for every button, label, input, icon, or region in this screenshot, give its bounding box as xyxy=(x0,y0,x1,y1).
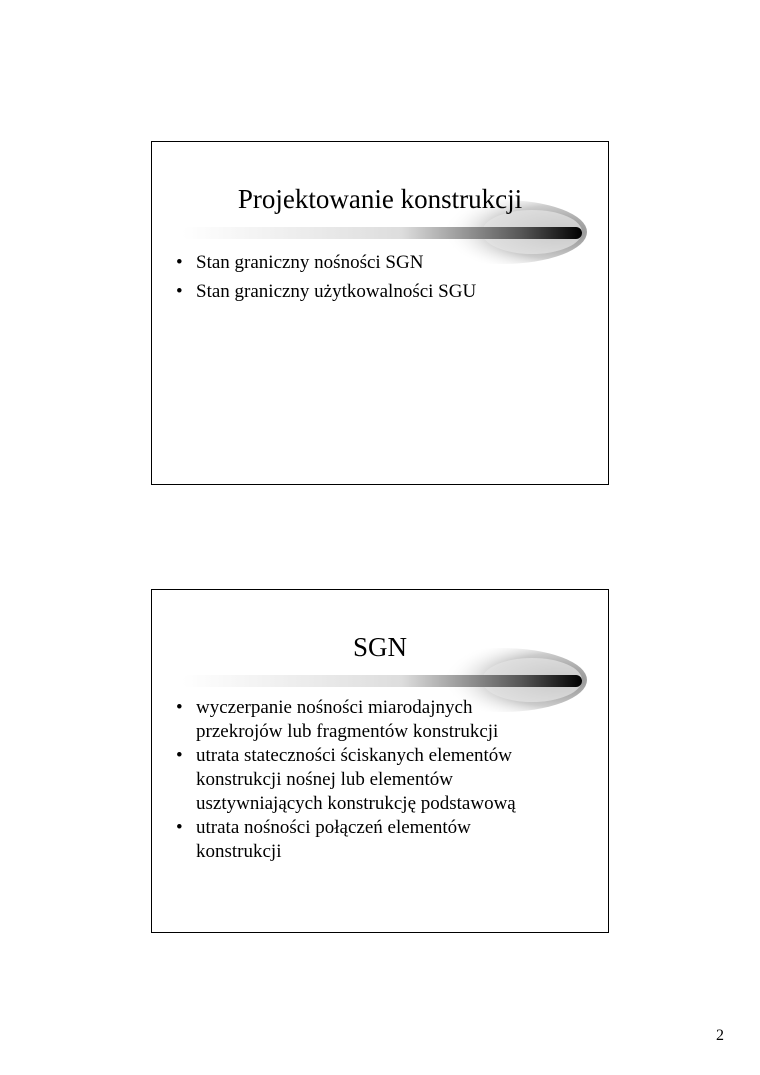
page-number: 2 xyxy=(716,1027,724,1044)
bullet-item: • utrata nośności połączeń elementów konstrukcji xyxy=(174,816,544,864)
slide-2 xyxy=(151,589,609,933)
bullet-item: • utrata stateczności ściskanych elementów konstrukcji nośnej lub elementów usztywniających konstrukcję podstawową xyxy=(174,744,544,816)
bullet-item: • Stan graniczny nośności SGN xyxy=(174,248,594,277)
slide-1 xyxy=(151,141,609,485)
bullet-item: • wyczerpanie nośności miarodajnych przekrojów lub fragmentów konstrukcji xyxy=(174,696,544,744)
bullet-list xyxy=(174,248,594,306)
bullet-item: • Stan graniczny użytkowalności SGU xyxy=(174,277,594,306)
slide-title: Projektowanie konstrukcji xyxy=(237,184,523,214)
slide-title: SGN xyxy=(352,632,407,662)
bullet-list xyxy=(174,696,544,864)
